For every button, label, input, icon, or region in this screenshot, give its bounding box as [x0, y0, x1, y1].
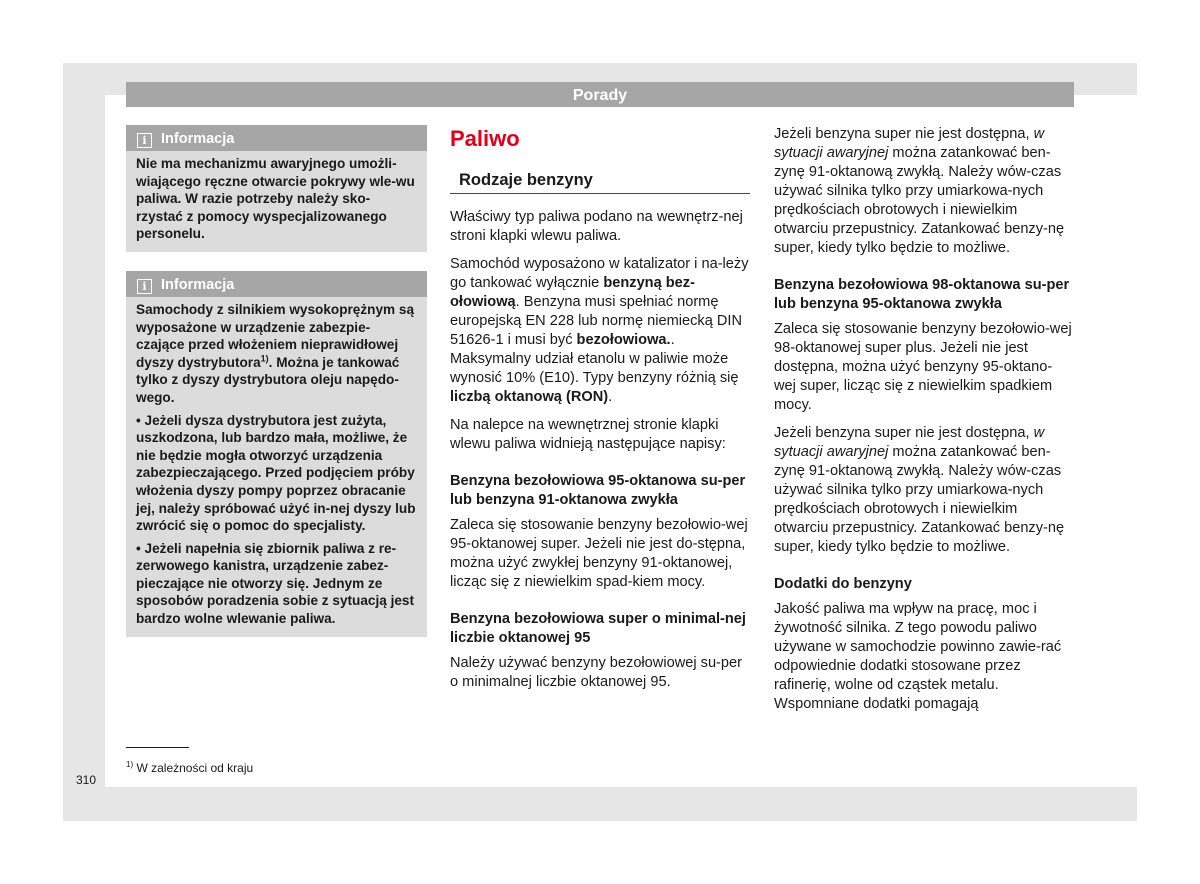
- paragraph: Na nalepce na wewnętrznej stronie klapki wlewu paliwa widnieją następujące napisy:: [450, 417, 726, 452]
- paragraph: [450, 255, 750, 407]
- text-run: Samochód wyposażono w katalizator i na-leży go tankować wyłącznie: [450, 256, 749, 291]
- paragraph: [774, 424, 1074, 557]
- info-box: [126, 125, 427, 252]
- info-box-label: Informacja: [161, 276, 235, 293]
- middle-column: [450, 125, 750, 701]
- text-run: .: [608, 389, 613, 405]
- info-bullet: • Jeżeli dysza dystrybutora jest zużyta, uszkodzona, lub bardzo mała, możliwe, że nie będzie mogła otworzyć urządzenia zabezpieczającego. Przed podjęciem próby włożenia dyszy pompy poprzez obracanie jej, należy spróbować użyć in-nej dyszy lub zwrócić się o pomoc do specjalisty.: [136, 412, 416, 534]
- chapter-title: Paliwo: [450, 126, 520, 151]
- footnote-text: W zależności od kraju: [133, 761, 254, 775]
- paragraph: Należy używać benzyny bezołowiowej su-per o minimalnej liczbie oktanowej 95.: [450, 655, 743, 690]
- paragraph: Zaleca się stosowanie benzyny bezołowio-wej 95-oktanowej super. Jeżeli nie jest do-stępna, można użyć zwykłej benzyny 91-oktanowej, licząc się z niewielkim spad-kiem mocy.: [450, 517, 748, 590]
- paragraph: [774, 125, 1074, 258]
- info-paragraph: [136, 301, 417, 407]
- text-run: . Benzyna musi spełniać normę europejską EN 228 lub normę niemiecką DIN 51626-1 i musi być: [450, 294, 743, 348]
- info-box-body: [126, 297, 427, 637]
- page-number: 310: [76, 773, 97, 787]
- paragraph: Zaleca się stosowanie benzyny bezołowio-wej 98-oktanowej super plus. Jeżeli nie jest dostępna, można użyć benzyny 95-oktano-wej super, licząc się z niewielkim spadkiem mocy.: [774, 321, 1072, 413]
- bold-run: benzyną bez-ołowiową: [450, 275, 695, 310]
- left-column: [126, 125, 427, 656]
- text-run: . Maksymalny udział etanolu w paliwie może wynosić 10% (E10). Typy benzyny różnią się: [450, 332, 739, 386]
- text-run: można zatankować ben-zynę 91-oktanową zwykłą. Należy wów-czas używać silnika tylko przy umiarkowa-nych prędkościach obrotowych i niewielkim otwarciu przepustnicy. Zatankować benzy-nę super, kiedy tylko będzie to możliwe.: [774, 145, 1065, 256]
- info-box-header: [126, 125, 427, 151]
- chapter-header: Porady: [126, 82, 1074, 107]
- info-icon: i: [137, 133, 152, 148]
- info-box-body: [126, 151, 427, 252]
- italic-run: w sytuacji awaryjnej: [774, 425, 1045, 460]
- bold-run: bezołowiowa.: [576, 332, 671, 348]
- paragraph: Właściwy typ paliwa podano na wewnętrz-nej stroni klapki wlewu paliwa.: [450, 209, 743, 244]
- italic-run: w sytuacji awaryjnej: [774, 126, 1045, 161]
- info-box: [126, 271, 427, 637]
- subheading: Benzyna bezołowiowa 95-oktanowa su-per lub benzyna 91-oktanowa zwykła: [450, 473, 746, 508]
- info-bullet: • Jeżeli napełnia się zbiornik paliwa z re-zerwowego kanistra, urządzenie zabez-pieczające nie otworzy się. Jednym ze sposobów poradzenia sobie z sytuacją jest bardzo wolne wlewanie paliwa.: [136, 540, 414, 627]
- text-run: Samochody z silnikiem wysokoprężnym są wyposażone w urządzenie zabezpie-czające przed włożeniem nieprawidłowej dyszy dystrybutora: [136, 301, 415, 370]
- footnote-divider: [126, 747, 189, 748]
- info-icon: i: [137, 279, 152, 294]
- text-run: . Można je tankować tylko z dyszy dystrybutora oleju napędo-wego.: [136, 354, 400, 405]
- footnote: [126, 760, 253, 775]
- section-heading: Rodzaje benzyny: [450, 169, 750, 194]
- text-run: Jeżeli benzyna super nie jest dostępna,: [774, 126, 1034, 142]
- subheading: Benzyna bezołowiowa 98-oktanowa su-per lub benzyna 95-oktanowa zwykła: [774, 277, 1070, 312]
- right-column: [774, 125, 1074, 723]
- text-run: Jeżeli benzyna super nie jest dostępna,: [774, 425, 1034, 441]
- footnote-mark: 1): [126, 760, 134, 769]
- subheading: Dodatki do benzyny: [774, 576, 912, 592]
- info-box-label: Informacja: [161, 131, 235, 147]
- bold-run: liczbą oktanową (RON): [450, 389, 609, 405]
- subheading: Benzyna bezołowiowa super o minimal-nej liczbie oktanowej 95: [450, 611, 746, 646]
- paragraph: Jakość paliwa ma wpływ na pracę, moc i żywotność silnika. Z tego powodu paliwo używane w samochodzie powinno zawie-rać odpowiednie dodatki stosowane przez rafinerię, wolne od cząstek metalu. Wspomniane dodatki pomagają: [774, 601, 1062, 712]
- footnote-reference[interactable]: 1): [260, 353, 269, 364]
- text-run: można zatankować ben-zynę 91-oktanową zwykłą. Należy wów-czas używać silnika tylko przy umiarkowa-nych prędkościach obrotowych i niewielkim otwarciu przepustnicy. Zatankować benzy-nę super, kiedy tylko będzie to możliwe.: [774, 444, 1065, 555]
- info-box-header: [126, 271, 427, 297]
- info-paragraph: Nie ma mechanizmu awaryjnego umożli-wiającego ręczne otwarcie pokrywy wle-wu paliwa. W razie potrzeby należy sko-rzystać z pomocy wyspecjalizowanego personelu.: [136, 156, 415, 242]
